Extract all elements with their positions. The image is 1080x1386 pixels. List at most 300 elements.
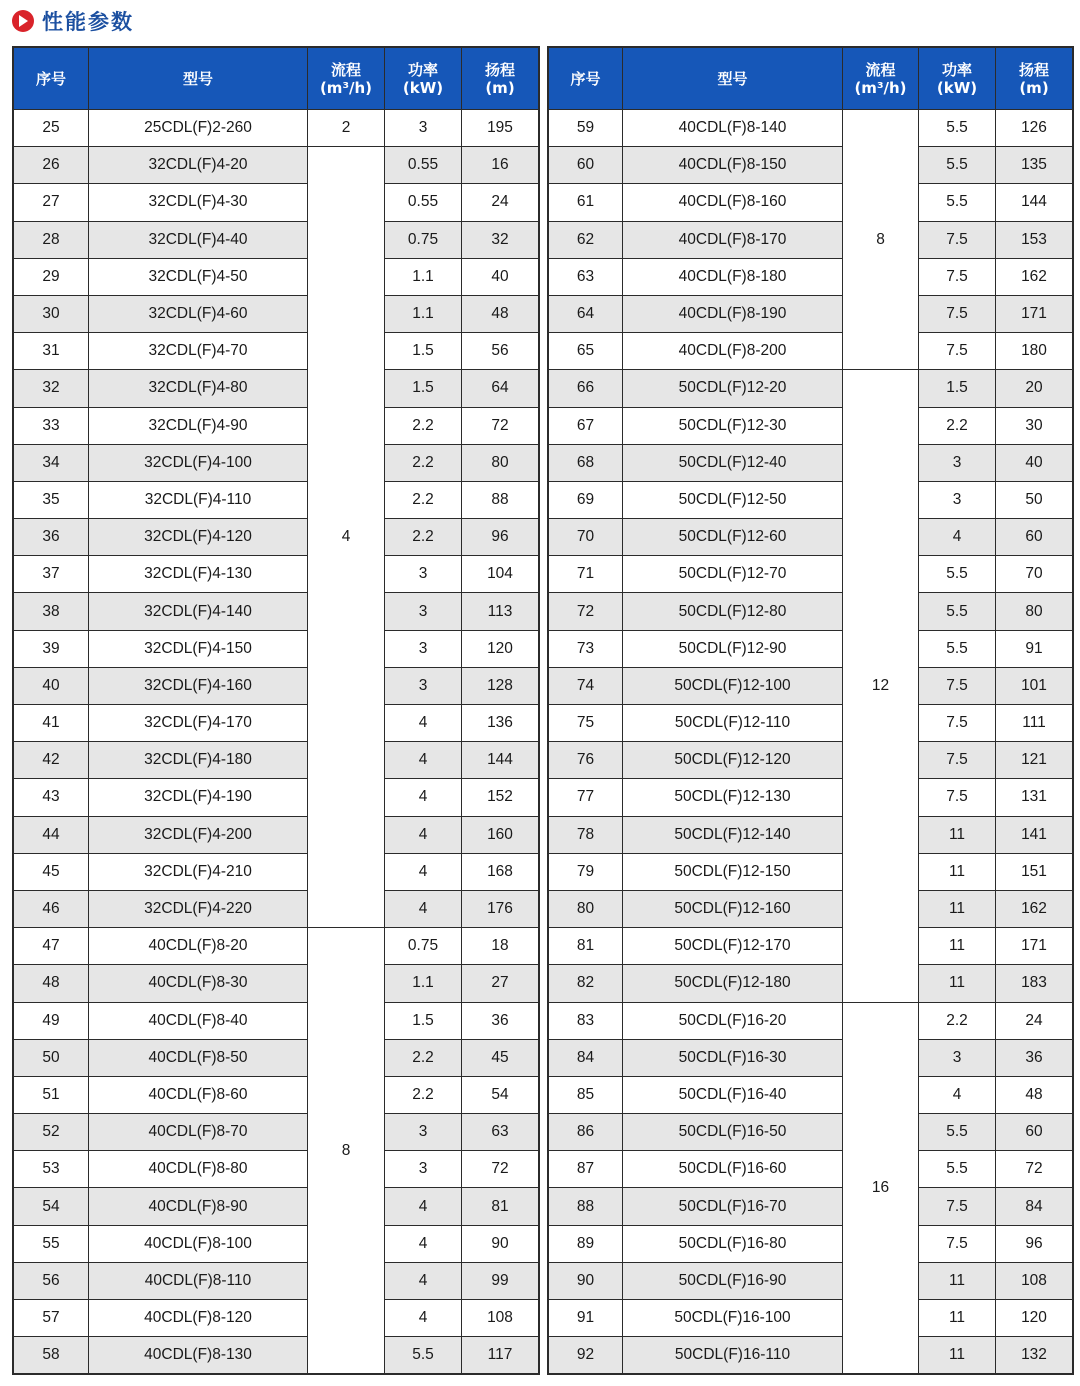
cell-power: 4 (385, 1262, 462, 1299)
cell-no: 64 (549, 295, 623, 332)
cell-model: 50CDL(F)16-80 (623, 1225, 843, 1262)
cell-no: 77 (549, 779, 623, 816)
cell-model: 32CDL(F)4-140 (89, 593, 308, 630)
table-row (549, 779, 1073, 816)
cell-model: 50CDL(F)12-150 (623, 853, 843, 890)
section-title (12, 6, 134, 36)
cell-head: 64 (462, 370, 539, 407)
cell-power: 4 (919, 519, 996, 556)
cell-model: 32CDL(F)4-20 (89, 147, 308, 184)
header-no: 序号 (549, 48, 623, 110)
cell-power: 1.5 (919, 370, 996, 407)
cell-no: 59 (549, 110, 623, 147)
cell-head: 183 (996, 965, 1073, 1002)
cell-head: 36 (462, 1002, 539, 1039)
cell-power: 5.5 (919, 556, 996, 593)
cell-no: 80 (549, 890, 623, 927)
table-row (549, 667, 1073, 704)
header-model: 型号 (89, 48, 308, 110)
cell-no: 46 (14, 890, 89, 927)
cell-head: 56 (462, 333, 539, 370)
table-row (14, 333, 539, 370)
cell-head: 126 (996, 110, 1073, 147)
cell-power: 5.5 (919, 147, 996, 184)
cell-model: 50CDL(F)12-130 (623, 779, 843, 816)
table-row (14, 816, 539, 853)
cell-head: 81 (462, 1188, 539, 1225)
cell-head: 40 (996, 444, 1073, 481)
cell-head: 84 (996, 1188, 1073, 1225)
cell-power: 7.5 (919, 779, 996, 816)
header-flow (843, 48, 919, 110)
cell-model: 50CDL(F)16-40 (623, 1076, 843, 1113)
cell-model: 50CDL(F)12-60 (623, 519, 843, 556)
table-row (549, 556, 1073, 593)
table-row (549, 333, 1073, 370)
cell-head: 72 (996, 1151, 1073, 1188)
cell-power: 3 (919, 1039, 996, 1076)
header-flow (308, 48, 385, 110)
cell-model: 50CDL(F)12-40 (623, 444, 843, 481)
cell-power: 7.5 (919, 1225, 996, 1262)
table-row (549, 1225, 1073, 1262)
cell-no: 49 (14, 1002, 89, 1039)
cell-power: 7.5 (919, 295, 996, 332)
cell-head: 111 (996, 705, 1073, 742)
play-arrow-icon (12, 10, 34, 32)
cell-model: 50CDL(F)16-30 (623, 1039, 843, 1076)
table-row (549, 890, 1073, 927)
cell-model: 32CDL(F)4-150 (89, 630, 308, 667)
cell-head: 40 (462, 258, 539, 295)
cell-head: 131 (996, 779, 1073, 816)
cell-no: 44 (14, 816, 89, 853)
cell-no: 85 (549, 1076, 623, 1113)
cell-head: 117 (462, 1337, 539, 1374)
table-row (14, 370, 539, 407)
table-row (549, 816, 1073, 853)
cell-no: 69 (549, 481, 623, 518)
cell-model: 40CDL(F)8-150 (623, 147, 843, 184)
header-row (549, 48, 1073, 110)
cell-model: 50CDL(F)12-110 (623, 705, 843, 742)
cell-no: 38 (14, 593, 89, 630)
cell-power: 4 (385, 1188, 462, 1225)
cell-head: 144 (462, 742, 539, 779)
table-row (549, 258, 1073, 295)
cell-model: 32CDL(F)4-160 (89, 667, 308, 704)
header-power-unit: (kW) (402, 78, 444, 97)
cell-head: 96 (462, 519, 539, 556)
cell-no: 72 (549, 593, 623, 630)
table-row (549, 1337, 1073, 1374)
cell-model: 50CDL(F)12-160 (623, 890, 843, 927)
cell-no: 29 (14, 258, 89, 295)
cell-model: 32CDL(F)4-130 (89, 556, 308, 593)
cell-head: 171 (996, 295, 1073, 332)
cell-no: 75 (549, 705, 623, 742)
cell-no: 90 (549, 1262, 623, 1299)
cell-power: 5.5 (919, 110, 996, 147)
cell-power: 2.2 (385, 1076, 462, 1113)
cell-head: 18 (462, 928, 539, 965)
cell-model: 32CDL(F)4-60 (89, 295, 308, 332)
cell-flow: 8 (843, 110, 919, 370)
cell-no: 55 (14, 1225, 89, 1262)
table-row (14, 184, 539, 221)
header-head (996, 48, 1073, 110)
cell-power: 11 (919, 890, 996, 927)
table-row (14, 928, 539, 965)
cell-head: 136 (462, 705, 539, 742)
cell-power: 5.5 (919, 1114, 996, 1151)
cell-no: 41 (14, 705, 89, 742)
table-row (14, 1188, 539, 1225)
cell-no: 56 (14, 1262, 89, 1299)
cell-power: 0.55 (385, 147, 462, 184)
header-head (462, 48, 539, 110)
cell-no: 92 (549, 1337, 623, 1374)
cell-head: 72 (462, 1151, 539, 1188)
cell-no: 63 (549, 258, 623, 295)
cell-power: 5.5 (919, 593, 996, 630)
table-row (14, 147, 539, 184)
cell-head: 45 (462, 1039, 539, 1076)
header-model: 型号 (623, 48, 843, 110)
cell-model: 50CDL(F)16-100 (623, 1300, 843, 1337)
cell-no: 39 (14, 630, 89, 667)
cell-model: 40CDL(F)8-80 (89, 1151, 308, 1188)
cell-model: 50CDL(F)16-70 (623, 1188, 843, 1225)
cell-no: 33 (14, 407, 89, 444)
cell-power: 1.1 (385, 295, 462, 332)
cell-model: 50CDL(F)12-50 (623, 481, 843, 518)
table-row (14, 667, 539, 704)
cell-model: 40CDL(F)8-180 (623, 258, 843, 295)
cell-no: 36 (14, 519, 89, 556)
cell-flow: 8 (308, 928, 385, 1374)
table-row (14, 481, 539, 518)
table-row (549, 481, 1073, 518)
cell-flow: 16 (843, 1002, 919, 1374)
cell-power: 4 (385, 890, 462, 927)
cell-no: 87 (549, 1151, 623, 1188)
cell-no: 84 (549, 1039, 623, 1076)
header-row (14, 48, 539, 110)
cell-no: 88 (549, 1188, 623, 1225)
table-row (549, 853, 1073, 890)
cell-power: 2.2 (385, 481, 462, 518)
cell-power: 5.5 (919, 630, 996, 667)
cell-no: 25 (14, 110, 89, 147)
table-row (549, 184, 1073, 221)
cell-no: 89 (549, 1225, 623, 1262)
cell-model: 40CDL(F)8-160 (623, 184, 843, 221)
table-row (549, 705, 1073, 742)
table-row (549, 742, 1073, 779)
cell-head: 141 (996, 816, 1073, 853)
cell-head: 101 (996, 667, 1073, 704)
cell-model: 32CDL(F)4-170 (89, 705, 308, 742)
table-row (549, 965, 1073, 1002)
cell-power: 2.2 (919, 1002, 996, 1039)
cell-head: 180 (996, 333, 1073, 370)
table-row (549, 630, 1073, 667)
cell-power: 4 (385, 742, 462, 779)
cell-power: 11 (919, 1300, 996, 1337)
table-row (549, 1262, 1073, 1299)
table-row (549, 1039, 1073, 1076)
cell-head: 162 (996, 258, 1073, 295)
cell-head: 36 (996, 1039, 1073, 1076)
table-row (14, 444, 539, 481)
cell-power: 4 (385, 853, 462, 890)
cell-model: 50CDL(F)16-60 (623, 1151, 843, 1188)
cell-flow: 12 (843, 370, 919, 1002)
cell-model: 32CDL(F)4-210 (89, 853, 308, 890)
cell-power: 5.5 (919, 1151, 996, 1188)
cell-no: 82 (549, 965, 623, 1002)
cell-head: 132 (996, 1337, 1073, 1374)
cell-model: 40CDL(F)8-200 (623, 333, 843, 370)
table-row (549, 407, 1073, 444)
cell-model: 50CDL(F)12-140 (623, 816, 843, 853)
cell-model: 40CDL(F)8-60 (89, 1076, 308, 1113)
table-row (14, 1337, 539, 1374)
header-head-unit: (m) (485, 78, 515, 97)
cell-no: 62 (549, 221, 623, 258)
cell-model: 40CDL(F)8-140 (623, 110, 843, 147)
cell-model: 32CDL(F)4-220 (89, 890, 308, 927)
cell-power: 3 (385, 630, 462, 667)
cell-head: 162 (996, 890, 1073, 927)
table-row (14, 556, 539, 593)
cell-model: 50CDL(F)12-170 (623, 928, 843, 965)
cell-power: 5.5 (919, 184, 996, 221)
cell-model: 32CDL(F)4-50 (89, 258, 308, 295)
table-body (14, 110, 539, 1374)
cell-power: 3 (385, 110, 462, 147)
cell-head: 108 (462, 1300, 539, 1337)
cell-no: 70 (549, 519, 623, 556)
cell-power: 1.1 (385, 258, 462, 295)
cell-power: 11 (919, 1337, 996, 1374)
table-row (549, 110, 1073, 147)
cell-model: 40CDL(F)8-120 (89, 1300, 308, 1337)
cell-no: 71 (549, 556, 623, 593)
table-row (14, 221, 539, 258)
cell-power: 3 (385, 667, 462, 704)
header-no: 序号 (14, 48, 89, 110)
cell-head: 48 (462, 295, 539, 332)
cell-power: 11 (919, 1262, 996, 1299)
cell-no: 54 (14, 1188, 89, 1225)
cell-power: 4 (385, 1300, 462, 1337)
cell-head: 168 (462, 853, 539, 890)
table-row (14, 742, 539, 779)
cell-power: 4 (385, 779, 462, 816)
cell-power: 11 (919, 965, 996, 1002)
cell-head: 54 (462, 1076, 539, 1113)
cell-power: 2.2 (385, 519, 462, 556)
cell-head: 108 (996, 1262, 1073, 1299)
cell-flow: 4 (308, 147, 385, 928)
cell-model: 32CDL(F)4-110 (89, 481, 308, 518)
cell-power: 7.5 (919, 258, 996, 295)
cell-head: 48 (996, 1076, 1073, 1113)
cell-no: 47 (14, 928, 89, 965)
cell-no: 52 (14, 1114, 89, 1151)
table-row (14, 965, 539, 1002)
cell-head: 20 (996, 370, 1073, 407)
cell-model: 50CDL(F)12-100 (623, 667, 843, 704)
table-row (14, 110, 539, 147)
cell-no: 61 (549, 184, 623, 221)
header-head-label: 扬程 (1018, 60, 1049, 79)
cell-head: 50 (996, 481, 1073, 518)
cell-power: 4 (385, 1225, 462, 1262)
cell-power: 3 (385, 593, 462, 630)
cell-head: 135 (996, 147, 1073, 184)
cell-head: 91 (996, 630, 1073, 667)
cell-head: 27 (462, 965, 539, 1002)
table-body (549, 110, 1073, 1374)
cell-model: 40CDL(F)8-190 (623, 295, 843, 332)
cell-model: 40CDL(F)8-170 (623, 221, 843, 258)
cell-no: 60 (549, 147, 623, 184)
cell-model: 50CDL(F)12-70 (623, 556, 843, 593)
table-row (14, 1151, 539, 1188)
cell-model: 40CDL(F)8-70 (89, 1114, 308, 1151)
header-power-label: 功率 (941, 60, 972, 79)
cell-power: 3 (919, 444, 996, 481)
cell-power: 7.5 (919, 333, 996, 370)
table-row (549, 295, 1073, 332)
cell-power: 1.1 (385, 965, 462, 1002)
cell-model: 40CDL(F)8-100 (89, 1225, 308, 1262)
cell-head: 63 (462, 1114, 539, 1151)
cell-model: 50CDL(F)12-80 (623, 593, 843, 630)
cell-no: 42 (14, 742, 89, 779)
cell-model: 50CDL(F)12-120 (623, 742, 843, 779)
cell-power: 7.5 (919, 742, 996, 779)
cell-no: 30 (14, 295, 89, 332)
table-row (549, 1188, 1073, 1225)
cell-no: 45 (14, 853, 89, 890)
table-row (549, 519, 1073, 556)
cell-no: 74 (549, 667, 623, 704)
table-row (549, 370, 1073, 407)
cell-head: 80 (996, 593, 1073, 630)
cell-head: 60 (996, 1114, 1073, 1151)
cell-head: 113 (462, 593, 539, 630)
cell-model: 32CDL(F)4-190 (89, 779, 308, 816)
table-row (549, 147, 1073, 184)
cell-head: 144 (996, 184, 1073, 221)
cell-power: 5.5 (385, 1337, 462, 1374)
cell-no: 53 (14, 1151, 89, 1188)
cell-power: 2.2 (385, 1039, 462, 1076)
cell-head: 80 (462, 444, 539, 481)
cell-head: 16 (462, 147, 539, 184)
cell-model: 50CDL(F)16-90 (623, 1262, 843, 1299)
cell-head: 88 (462, 481, 539, 518)
header-power (919, 48, 996, 110)
cell-no: 83 (549, 1002, 623, 1039)
spec-table-left (13, 47, 539, 1374)
cell-power: 2.2 (385, 444, 462, 481)
cell-no: 28 (14, 221, 89, 258)
header-head-unit: (m) (1019, 78, 1049, 97)
cell-model: 32CDL(F)4-90 (89, 407, 308, 444)
table-row (14, 1114, 539, 1151)
cell-head: 160 (462, 816, 539, 853)
cell-power: 3 (385, 1151, 462, 1188)
table-row (14, 705, 539, 742)
cell-no: 43 (14, 779, 89, 816)
cell-no: 68 (549, 444, 623, 481)
cell-head: 24 (996, 1002, 1073, 1039)
cell-no: 58 (14, 1337, 89, 1374)
cell-no: 66 (549, 370, 623, 407)
cell-model: 25CDL(F)2-260 (89, 110, 308, 147)
cell-model: 50CDL(F)12-180 (623, 965, 843, 1002)
table-row (14, 1262, 539, 1299)
table-row (549, 928, 1073, 965)
cell-flow: 2 (308, 110, 385, 147)
cell-model: 32CDL(F)4-120 (89, 519, 308, 556)
cell-power: 7.5 (919, 1188, 996, 1225)
cell-model: 32CDL(F)4-200 (89, 816, 308, 853)
header-flow-label: 流程 (865, 60, 896, 79)
cell-power: 2.2 (385, 407, 462, 444)
table-row (14, 1002, 539, 1039)
cell-model: 32CDL(F)4-70 (89, 333, 308, 370)
cell-head: 195 (462, 110, 539, 147)
cell-head: 30 (996, 407, 1073, 444)
cell-model: 50CDL(F)16-50 (623, 1114, 843, 1151)
header-head-label: 扬程 (484, 60, 515, 79)
cell-head: 90 (462, 1225, 539, 1262)
table-row (549, 1300, 1073, 1337)
cell-no: 65 (549, 333, 623, 370)
header-power-unit: (kW) (936, 78, 978, 97)
table-row (549, 1114, 1073, 1151)
cell-no: 51 (14, 1076, 89, 1113)
cell-power: 0.55 (385, 184, 462, 221)
table-row (14, 593, 539, 630)
header-power-label: 功率 (407, 60, 438, 79)
cell-model: 50CDL(F)12-30 (623, 407, 843, 444)
cell-head: 96 (996, 1225, 1073, 1262)
cell-head: 120 (996, 1300, 1073, 1337)
cell-no: 27 (14, 184, 89, 221)
cell-no: 31 (14, 333, 89, 370)
table-row (14, 295, 539, 332)
cell-no: 91 (549, 1300, 623, 1337)
cell-head: 99 (462, 1262, 539, 1299)
cell-no: 48 (14, 965, 89, 1002)
cell-model: 50CDL(F)12-20 (623, 370, 843, 407)
cell-power: 2.2 (919, 407, 996, 444)
cell-power: 1.5 (385, 1002, 462, 1039)
table-row (14, 1076, 539, 1113)
cell-model: 32CDL(F)4-40 (89, 221, 308, 258)
cell-power: 4 (919, 1076, 996, 1113)
table-row (549, 1151, 1073, 1188)
cell-no: 79 (549, 853, 623, 890)
cell-model: 40CDL(F)8-40 (89, 1002, 308, 1039)
